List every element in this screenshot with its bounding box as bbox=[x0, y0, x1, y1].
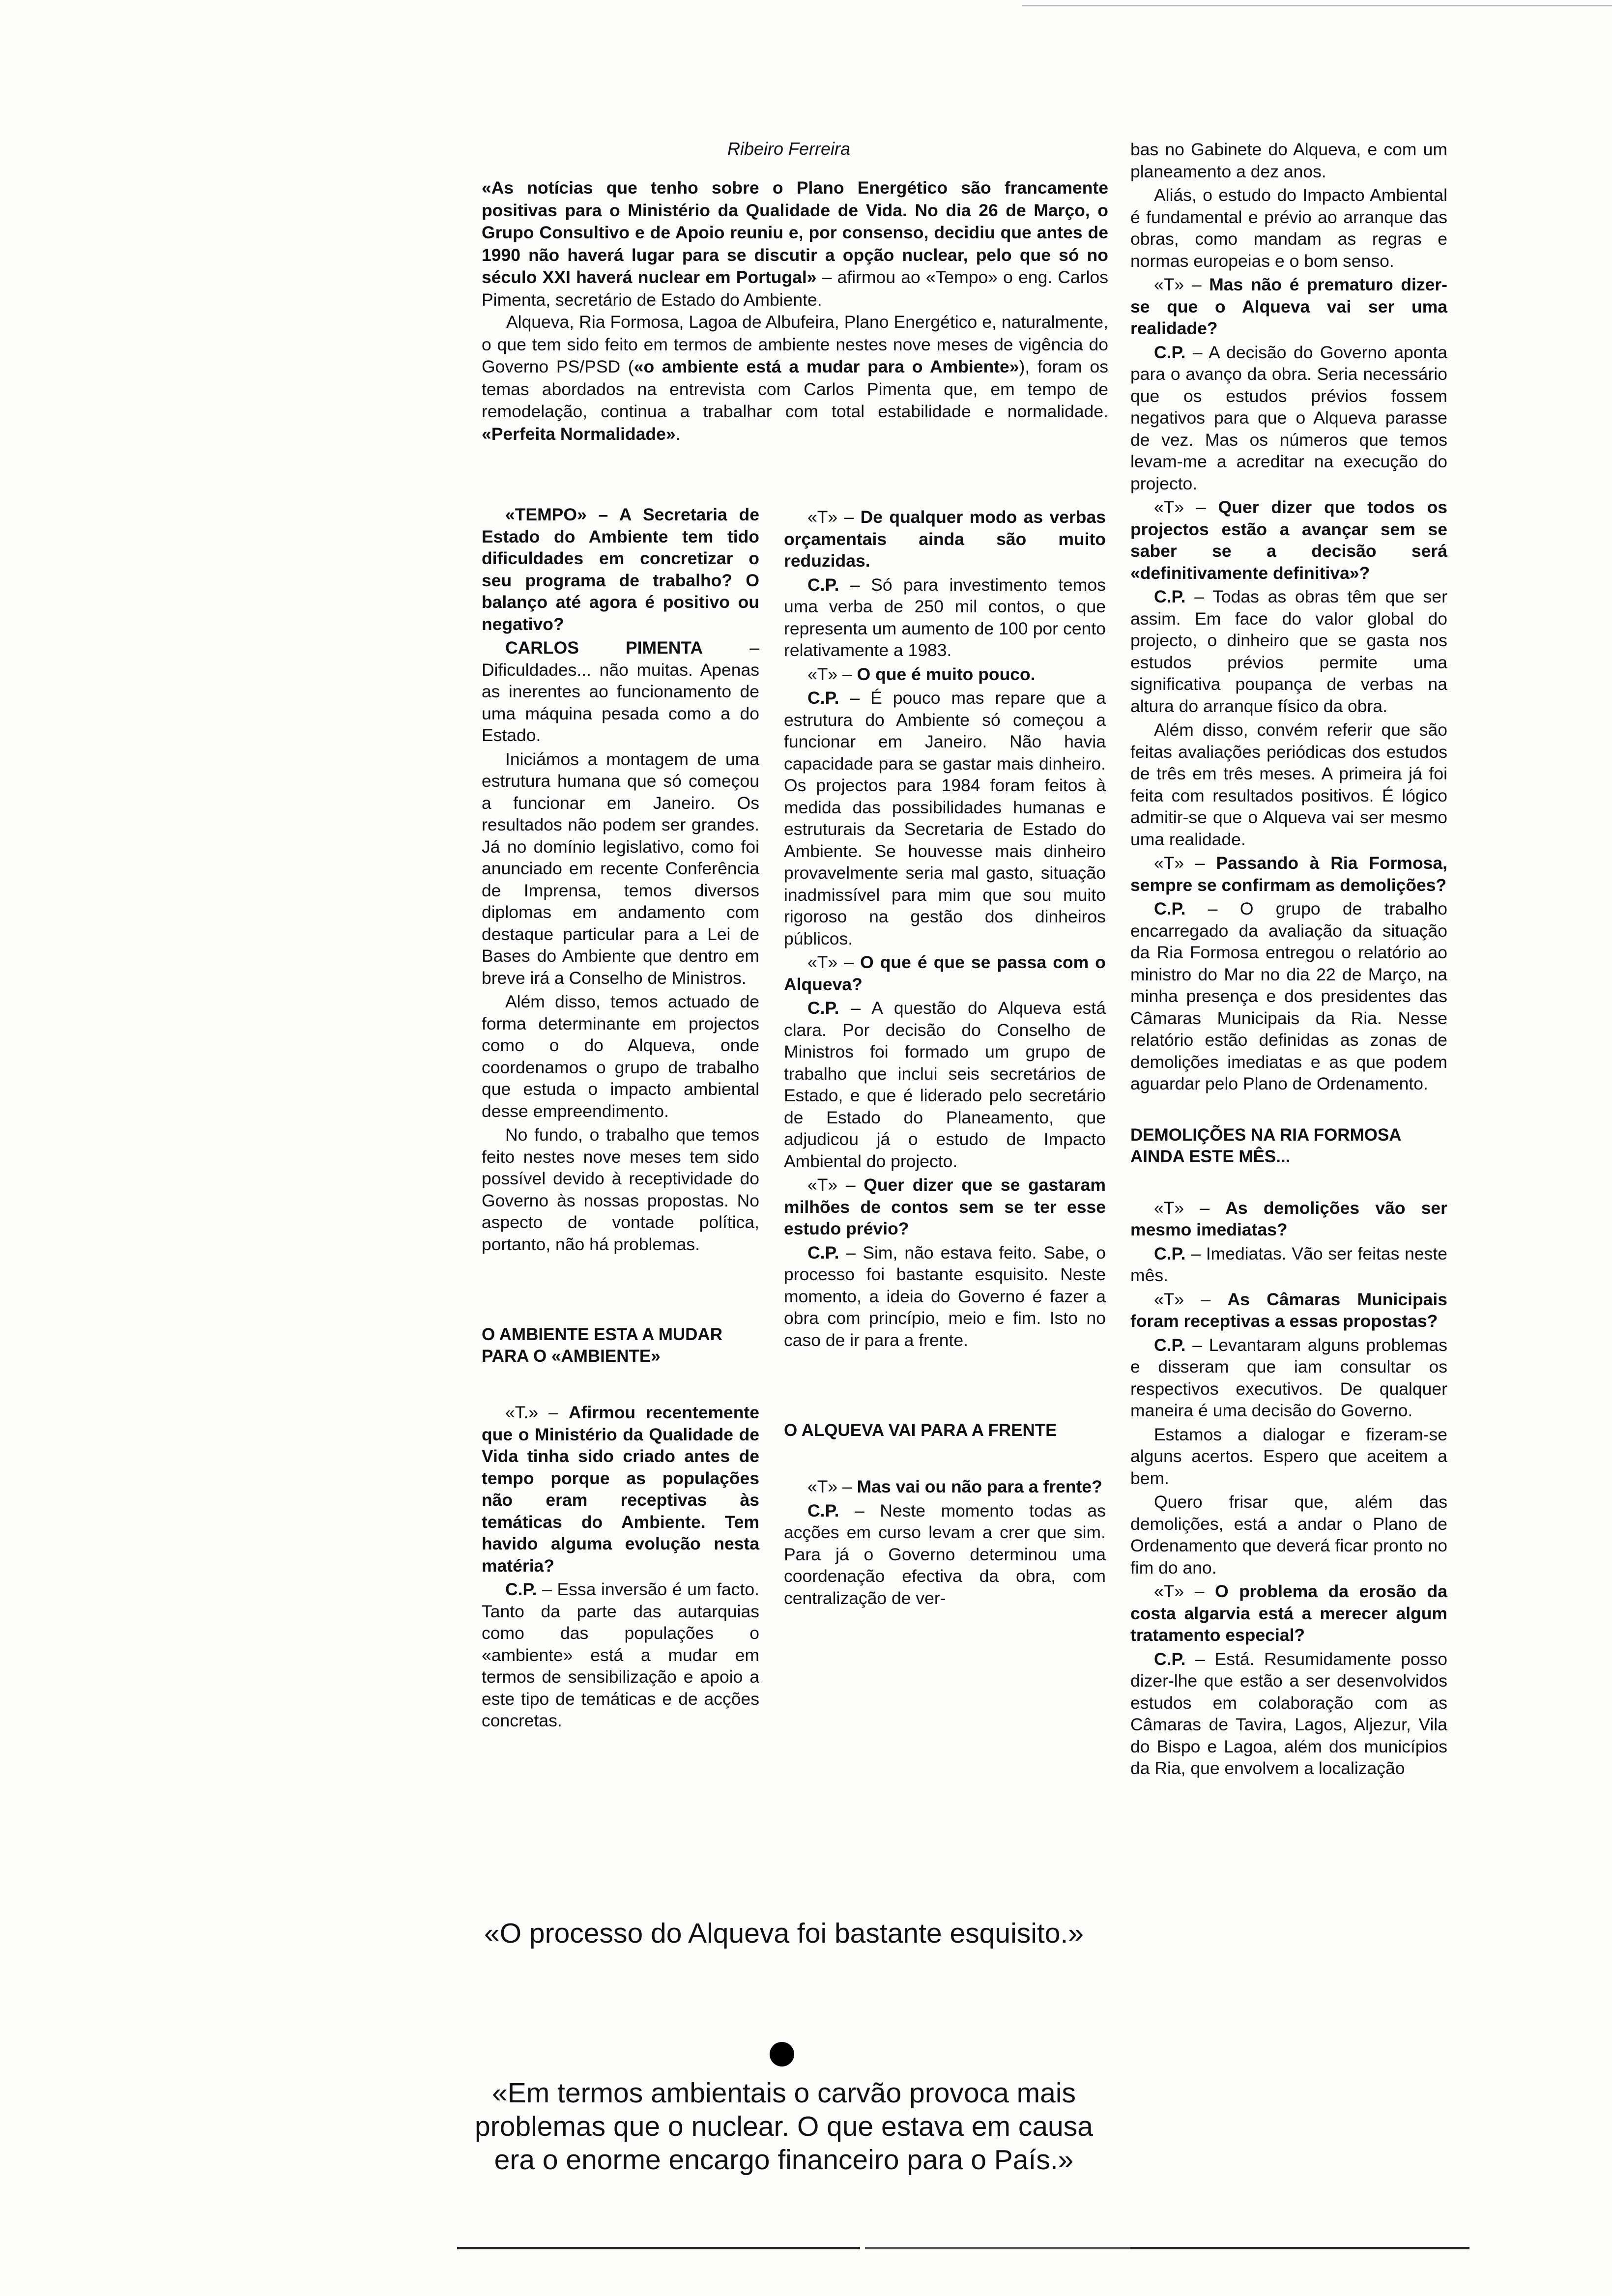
question-text: As Câmaras Municipais foram receptivas a essas propostas? bbox=[1130, 1289, 1447, 1331]
paragraph: bas no Gabinete do Alqueva, e com um planeamento a dez anos. bbox=[1130, 140, 1447, 181]
question-text: Mas não é prematuro dizer-se que o Alqueva vai ser uma realidade? bbox=[1130, 275, 1447, 338]
question-text: O que é que se passa com o Alqueva? bbox=[784, 952, 1106, 994]
lead-text: Alqueva, Ria Formosa, Lagoa de Albufeira, Plano Energético e, naturalmente, o que tem sido feito em termos de ambiente nestes nove meses de vigência do Governo PS/PSD ( bbox=[482, 312, 1108, 376]
section-heading: O AMBIENTE ESTA A MUDAR PARA O «AMBIENTE» bbox=[482, 1325, 722, 1366]
speaker: C.P. bbox=[1154, 899, 1186, 918]
answer-text: – O grupo de trabalho encarregado da avaliação da situação da Ria Formosa entregou o relatório ao ministro do Mar no dia 22 de Março, na minha presença e dos presidentes das Câmaras Municipais da Ria. Nesse relatório estão definidas as zonas de demolições imediatas e as que podem aguardar pelo Plano de Ordenamento. bbox=[1130, 899, 1447, 1093]
question bbox=[784, 1476, 1106, 1498]
question bbox=[1130, 496, 1447, 584]
question bbox=[784, 506, 1106, 572]
speaker: C.P. bbox=[1154, 1335, 1186, 1355]
answer-text: – Dificuldades... não muitas. Apenas as inerentes ao funcionamento de uma máquina pesada como a do Estado. bbox=[482, 638, 759, 745]
paragraph: Quero frisar que, além das demolições, está a andar o Plano de Ordenamento que deverá ficar pronto no fim do ano. bbox=[1130, 1492, 1447, 1578]
top-edge-line bbox=[1022, 5, 1612, 6]
question-prefix: «T» – bbox=[807, 664, 857, 684]
column-middle bbox=[784, 506, 1106, 1611]
question-text: As demolições vão ser mesmo imediatas? bbox=[1130, 1198, 1447, 1239]
bullet-dot bbox=[770, 2042, 794, 2066]
answer bbox=[482, 1578, 759, 1732]
paragraph: Aliás, o estudo do Impacto Ambiental é fundamental e prévio ao arranque das obras, como mandam as regras e normas europeias e o bom senso. bbox=[1130, 185, 1447, 271]
speaker: C.P. bbox=[807, 688, 839, 708]
question-prefix: «T» – bbox=[807, 952, 861, 972]
bottom-rule-left bbox=[457, 2247, 860, 2249]
paragraph: Iniciámos a montagem de uma estrutura humana que só começou a funcionar em Janeiro. Os resultados não podem ser grandes. Já no domínio legislativo, como foi anunciado em recente Conferência de Imprensa, temos diversos diplomas em andamento com destaque particular para a Lei de Bases do Ambiente que dentro em breve irá a Conselho de Ministros. bbox=[482, 749, 759, 988]
paragraph: Além disso, convém referir que são feitas avaliações periódicas dos estudos de três em três meses. A primeira já foi feita com resultados positivos. É lógico admitir-se que o Alqueva vai ser mesmo uma realidade. bbox=[1130, 720, 1447, 849]
answer-text: – A questão do Alqueva está clara. Por decisão do Conselho de Ministros foi formado um grupo de trabalho que inclui seis secretários de Estado, e que é liderado pelo secretário de Estado do Planeamento, que adjudicou já o estudo de Impacto Ambiental do projecto. bbox=[784, 998, 1106, 1171]
question-prefix: «T.» – bbox=[505, 1403, 569, 1422]
byline: Ribeiro Ferreira bbox=[727, 139, 851, 159]
answer-text: – Imediatas. Vão ser feitas neste mês. bbox=[1130, 1243, 1447, 1285]
question-prefix: «T» – bbox=[1154, 853, 1216, 873]
bottom-rule-right bbox=[1130, 2247, 1469, 2249]
answer bbox=[784, 997, 1106, 1172]
speaker: CARLOS PIMENTA bbox=[505, 638, 703, 658]
lead-text-2: ), foram os temas abordados na entrevista com Carlos Pimenta que, em tempo de remodelação, continua a trabalhar com total estabilidade e normalidade. bbox=[482, 357, 1108, 421]
question bbox=[1130, 1580, 1447, 1646]
speaker: C.P. bbox=[1154, 587, 1186, 606]
answer bbox=[1130, 1243, 1447, 1287]
question bbox=[784, 663, 1106, 686]
question-prefix: «T» – bbox=[1154, 275, 1209, 294]
question-prefix: «T» – bbox=[1154, 1581, 1215, 1601]
answer bbox=[1130, 342, 1447, 495]
lead-quote: «As notícias que tenho sobre o Plano Energético são francamente positivas para o Ministério da Qualidade de Vida. No dia 26 de Março, o Grupo Consultivo e de Apoio reuniu e, por consenso, decidiu que antes de 1990 não haverá lugar para se discutir a opção nuclear, pelo que só no século XXI haverá nuclear em Portugal» bbox=[482, 178, 1108, 287]
question: «TEMPO» – A Secretaria de Estado do Ambiente tem tido dificuldades em concretizar o seu programa de trabalho? O balanço até agora é positivo ou negativo? bbox=[482, 505, 759, 634]
answer bbox=[784, 1242, 1106, 1351]
column-left bbox=[482, 504, 759, 1734]
answer bbox=[784, 687, 1106, 949]
answer bbox=[482, 637, 759, 746]
lead-bold: «o ambiente está a mudar para o Ambiente» bbox=[633, 357, 1019, 376]
answer bbox=[1130, 1334, 1447, 1422]
question-prefix: «T» – bbox=[807, 507, 861, 527]
speaker: C.P. bbox=[1154, 1243, 1186, 1263]
question-text: Passando à Ria Formosa, sempre se confirmam as demolições? bbox=[1130, 853, 1447, 895]
lead-paragraphs bbox=[482, 177, 1108, 445]
question bbox=[784, 951, 1106, 995]
paragraph: Além disso, temos actuado de forma determinante em projectos como o do Alqueva, onde coordenamos o grupo de trabalho que estuda o impacto ambiental desse empreendimento. bbox=[482, 992, 759, 1121]
answer bbox=[784, 1500, 1106, 1609]
answer-text: – Só para investimento temos uma verba de 250 mil contos, o que representa um aumento de 100 por cento relativamente a 1983. bbox=[784, 574, 1106, 660]
section-heading: DEMOLIÇÕES NA RIA FORMOSA AINDA ESTE MÊS... bbox=[1130, 1125, 1401, 1166]
answer-text: – Levantaram alguns problemas e disseram que iam consultar os respectivos executivos. De qualquer maneira é uma decisão do Governo. bbox=[1130, 1335, 1447, 1420]
section-heading: O ALQUEVA VAI PARA A FRENTE bbox=[784, 1421, 1057, 1440]
pull-quote-1: «O processo do Alqueva foi bastante esquisito.» bbox=[484, 1918, 1084, 1949]
answer bbox=[1130, 586, 1447, 717]
question-text: Afirmou recentemente que o Ministério da Qualidade de Vida tinha sido criado antes de tempo porque as populações não eram receptivas às temáticas do Ambiente. Tem havido alguma evolução nesta matéria? bbox=[482, 1403, 759, 1576]
question-text: De qualquer modo as verbas orçamentais ainda são muito reduzidas. bbox=[784, 507, 1106, 571]
question bbox=[482, 1402, 759, 1577]
paragraph: Estamos a dialogar e fizeram-se alguns acertos. Espero que aceitem a bem. bbox=[1130, 1424, 1447, 1488]
question-prefix: «T» – bbox=[1154, 497, 1218, 517]
question-text: O problema da erosão da costa algarvia está a merecer algum tratamento especial? bbox=[1130, 1581, 1447, 1645]
question bbox=[1130, 852, 1447, 896]
speaker: C.P. bbox=[505, 1579, 537, 1599]
question bbox=[1130, 1289, 1447, 1332]
answer-text: – Todas as obras têm que ser assim. Em face do valor global do projecto, o dinheiro que se gasta nos estudos prévios permite uma significativa poupança de verbas na altura do arranque físico da obra. bbox=[1130, 587, 1447, 716]
answer-text: – Sim, não estava feito. Sabe, o processo foi bastante esquisito. Neste momento, a ideia do Governo é fazer a obra com princípio, meio e fim. Isto no caso de ir para a frente. bbox=[784, 1242, 1106, 1350]
paragraph: No fundo, o trabalho que temos feito nestes nove meses tem sido possível devido à receptividade do Governo às nossas propostas. No aspecto de vontade política, portanto, não há problemas. bbox=[482, 1125, 759, 1254]
lead-text-3: . bbox=[675, 424, 681, 444]
speaker: C.P. bbox=[807, 998, 839, 1018]
question-text: Mas vai ou não para a frente? bbox=[857, 1477, 1102, 1496]
question-prefix: «T» – bbox=[807, 1477, 857, 1496]
question-prefix: «T» – bbox=[1154, 1289, 1228, 1309]
answer bbox=[1130, 1648, 1447, 1779]
speaker: C.P. bbox=[1154, 342, 1186, 362]
question-prefix: «T» – bbox=[1154, 1198, 1226, 1218]
speaker: C.P. bbox=[807, 1500, 839, 1521]
question bbox=[1130, 274, 1447, 340]
question-prefix: «T» – bbox=[807, 1175, 864, 1195]
lead-paragraph-1 bbox=[482, 177, 1108, 311]
lead-attribution: – afirmou ao «Tempo» o eng. Carlos Pimenta, secretário de Estado do Ambiente. bbox=[482, 267, 1109, 310]
lead-bold-2: «Perfeita Normalidade» bbox=[482, 424, 676, 444]
speaker: C.P. bbox=[1154, 1649, 1186, 1669]
question bbox=[1130, 1197, 1447, 1241]
answer-text: – Está. Resumidamente posso dizer-lhe que estão a ser desenvolvidos estudos em colaboração com as Câmaras de Tavira, Lagos, Aljezur, Vila do Bispo e Lagoa, além dos municípios da Ria, que envolvem a localização bbox=[1130, 1649, 1447, 1778]
question-text: O que é muito pouco. bbox=[857, 664, 1036, 684]
answer-text: – Neste momento todas as acções em curso levam a crer que sim. Para já o Governo determinou uma coordenação efectiva da obra, com centralização de ver- bbox=[784, 1500, 1106, 1608]
column-right bbox=[1130, 139, 1447, 1781]
pull-quote-2: «Em termos ambientais o carvão provoca mais problemas que o nuclear. O que estava em causa era o enorme encargo financeiro para o País.» bbox=[475, 2077, 1093, 2176]
answer-text: – É pouco mas repare que a estrutura do Ambiente só começou a funcionar em Janeiro. Não havia capacidade para se gastar mais dinheiro. Os projectos para 1984 foram feitos à medida das possibilidades humanas e estruturais da Secretaria de Estado do Ambiente. Se houvesse mais dinheiro provavelmente seria mal gasto, situação inadmissível para mim que sou muito rigoroso na gestão dos dinheiros públicos. bbox=[784, 688, 1106, 948]
question-text: Quer dizer que se gastaram milhões de contos sem se ter esse estudo prévio? bbox=[784, 1175, 1106, 1238]
lead-paragraph-2 bbox=[482, 311, 1108, 445]
answer-text: – A decisão do Governo aponta para o avanço da obra. Seria necessário que os estudos prévios fossem negativos para que o Alqueva parasse de vez. Mas os números que temos levam-me a acreditar na execução do projecto. bbox=[1130, 342, 1447, 493]
question bbox=[784, 1174, 1106, 1240]
answer bbox=[784, 574, 1106, 661]
speaker: C.P. bbox=[807, 1242, 839, 1263]
speaker: C.P. bbox=[807, 574, 839, 595]
answer bbox=[1130, 898, 1447, 1095]
question-text: Quer dizer que todos os projectos estão a avançar sem se saber se a decisão será «definitivamente definitiva»? bbox=[1130, 497, 1447, 583]
answer-text: – Essa inversão é um facto. Tanto da parte das autarquias como das populações o «ambiente» está a mudar em termos de sensibilização e apoio a este tipo de temáticas e de acções concretas. bbox=[482, 1579, 759, 1730]
